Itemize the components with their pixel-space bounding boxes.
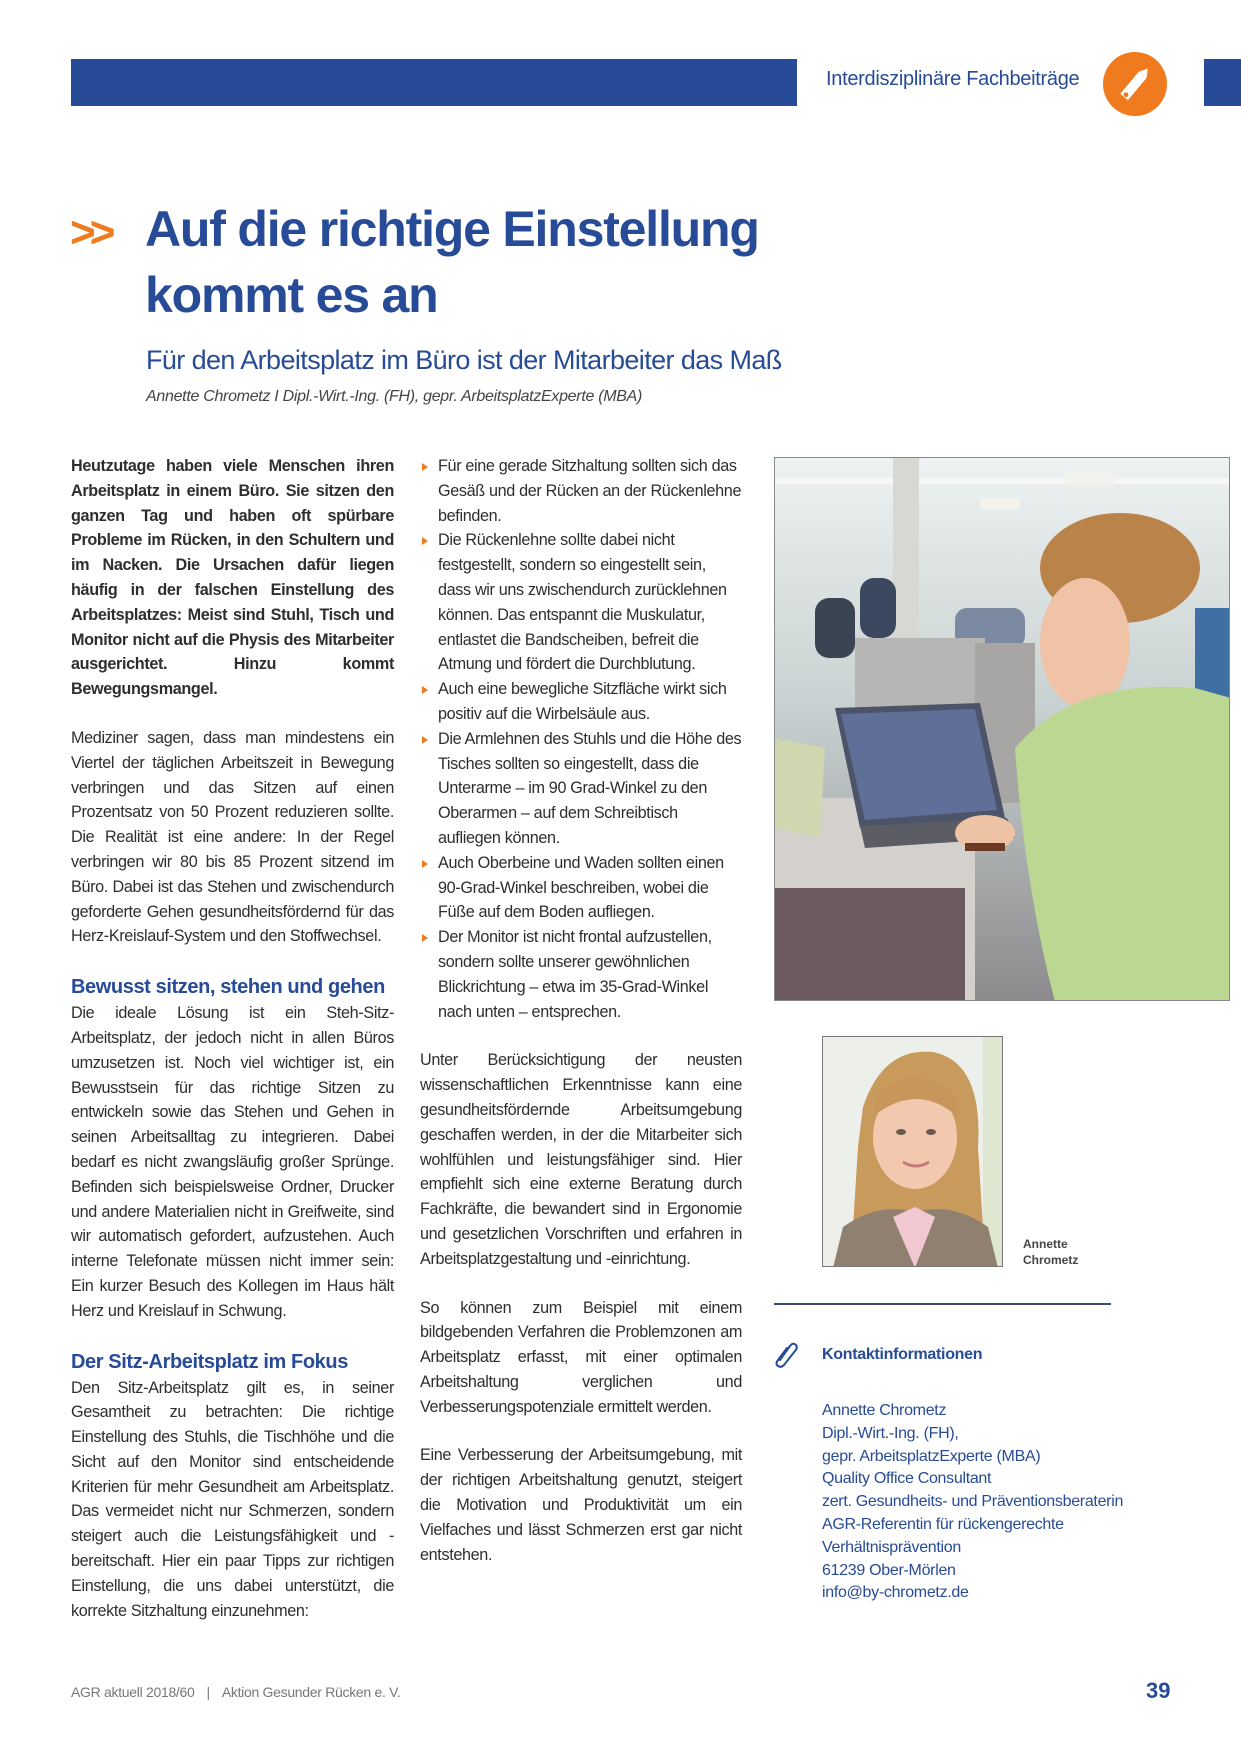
tip-item: Für eine gerade Sitzhaltung sollten sich das Gesäß und der Rücken an der Rückenlehne befinden. bbox=[420, 454, 742, 528]
pencil-icon bbox=[1103, 52, 1167, 116]
contact-cert: zert. Gesundheits- und Präventionsberaterin bbox=[822, 1493, 1124, 1511]
contact-email[interactable]: info@by-chrometz.de bbox=[822, 1584, 969, 1602]
footer bbox=[71, 1684, 400, 1700]
section-label: Interdisziplinäre Fachbeiträge bbox=[826, 68, 1080, 90]
portrait-caption-line1: Annette bbox=[1023, 1237, 1068, 1251]
contact-name: Annette Chrometz bbox=[822, 1402, 947, 1419]
tip-item: Der Monitor ist nicht frontal aufzustellen, sondern sollte unserer gewöhnlichen Blickrichtung – etwa im 35-Grad-Winkel nach unten – entsprechen. bbox=[420, 925, 742, 1024]
contact-block bbox=[822, 1400, 1123, 1605]
portrait-caption-line2: Chrometz bbox=[1023, 1253, 1079, 1267]
paperclip-icon bbox=[774, 1340, 798, 1368]
paragraph: Unter Berücksichtigung der neusten wissenschaftlichen Erkenntnisse kann eine gesundheitsfördernde Arbeitsumgebung geschaffen werden, in der die Mitarbeiter sich wohlfühlen und leistungsfähiger sind. Hier empfiehlt sich eine externe Beratung durch Fachkräfte, die bewandert sind in Ergonomie und gesetzlichen Vorschriften und erfahren in Arbeitsplatzgestaltung und -einrichtung. bbox=[420, 1051, 742, 1268]
contact-degree: Dipl.-Wirt.-Ing. (FH), bbox=[822, 1424, 959, 1442]
contact-title: gepr. ArbeitsplatzExperte (MBA) bbox=[822, 1447, 1041, 1465]
article-title-line1: Auf die richtige Einstellung bbox=[145, 201, 759, 257]
section-heading: Bewusst sitzen, stehen und gehen bbox=[71, 976, 385, 999]
tip-item: Die Armlehnen des Stuhls und die Höhe des Tisches sollten so eingestellt, dass die Unterarme – im 90 Grad-Winkel zu den Oberarmen – auf dem Schreibtisch aufliegen können. bbox=[420, 727, 742, 851]
tip-item: Auch Oberbeine und Waden sollten einen 90-Grad-Winkel beschreiben, wobei die Füße auf dem Boden aufliegen. bbox=[420, 851, 742, 925]
contact-heading: Kontaktinformationen bbox=[822, 1346, 983, 1363]
title-chevron-icon: >> bbox=[70, 208, 110, 257]
paragraph: Eine Verbesserung der Arbeitsumgebung, mit der richtigen Arbeitshaltung genutzt, steigert die Motivation und Produktivität um ein Vielfaches und lässt Schmerzen erst gar nicht entstehen. bbox=[420, 1446, 742, 1564]
contact-referent: AGR-Referentin für rückengerechte bbox=[822, 1515, 1064, 1533]
paragraph: Den Sitz-Arbeitsplatz gilt es, in seiner Gesamtheit zu betrachten: Die richtige Einstellung des Stuhls, die Tischhöhe und die Sicht auf den Monitor sind entscheidende Kriterien für mehr Gesundheit am Arbeitsplatz. Das vermeidet nicht nur Schmerzen, sondern steigert auch die Leistungsfähigkeit und -bereitschaft. Hier ein paar Tipps zur richtigen Einstellung, die uns dabei unterstützt, die korrekte Sitzhaltung einzunehmen: bbox=[71, 1378, 394, 1620]
contact-address: 61239 Ober-Mörlen bbox=[822, 1561, 956, 1579]
paragraph: Die ideale Lösung ist ein Steh-Sitz-Arbeitsplatz, der jedoch nicht in allen Büros umzusetzen ist. Noch viel wichtiger ist, ein Bewusstsein für das richtige Sitzen zu entwickeln sowie das Stehen und Gehen in seinen Arbeitsalltag zu integrieren. Dabei bedarf es nicht zwangsläufig großer Sprünge. Befinden sich beispielsweise Ordner, Drucker und andere Materialien nicht in Greifweite, sind wir automatisch gefordert, aufzustehen. Auch interne Telefonate müssen nicht immer sein: Ein kurzer Besuch des Kollegen im Haus hält Herz und Kreislauf in Schwung. bbox=[71, 1004, 394, 1320]
header-bar bbox=[71, 59, 797, 106]
office-photo bbox=[774, 457, 1230, 1001]
contact-referent-cont: Verhältnisprävention bbox=[822, 1538, 961, 1556]
footer-issue: AGR aktuell 2018/60 bbox=[71, 1684, 195, 1700]
section-heading: Der Sitz-Arbeitsplatz im Fokus bbox=[71, 1350, 348, 1373]
article-subtitle: Für den Arbeitsplatz im Büro ist der Mitarbeiter das Maß bbox=[146, 345, 782, 375]
article-title-line2: kommt es an bbox=[145, 267, 438, 323]
footer-separator: | bbox=[206, 1684, 210, 1700]
author-portrait bbox=[822, 1036, 1003, 1267]
article-title bbox=[145, 196, 759, 328]
paragraph: So können zum Beispiel mit einem bildgebenden Verfahren die Problemzonen am Arbeitsplatz erfasst, mit einer optimalen Arbeitshaltung verglichen und Verbesserungspotenziale ermittelt werden. bbox=[420, 1298, 742, 1416]
tips-list bbox=[420, 454, 742, 1024]
portrait-caption bbox=[1023, 1236, 1078, 1268]
contact-role: Quality Office Consultant bbox=[822, 1470, 992, 1488]
footer-organization: Aktion Gesunder Rücken e. V. bbox=[221, 1684, 401, 1700]
tip-item: Die Rückenlehne sollte dabei nicht festgestellt, sondern so eingestellt sein, dass wir uns zwischendurch zurücklehnen können. Das entspannt die Muskulatur, entlastet die Bandscheiben, befreit die Atmung und fördert die Durchblutung. bbox=[420, 528, 742, 677]
lead-paragraph: Heutzutage haben viele Menschen ihren Arbeitsplatz in einem Büro. Sie sitzen den ganzen Tag und haben oft spürbare Probleme im Rücken, in den Schultern und im Nacken. Die Ursachen dafür liegen häufig in der falschen Einstellung des Arbeitsplatzes: Meist sind Stuhl, Tisch und Monitor nicht auf die Physis des Mitarbeiter ausgerichtet. Hinzu kommt Bewegungsmangel. bbox=[71, 457, 394, 699]
tip-item: Auch eine bewegliche Sitzfläche wirkt sich positiv auf die Wirbelsäule aus. bbox=[420, 677, 742, 727]
page-number: 39 bbox=[1146, 1678, 1171, 1703]
paragraph: Mediziner sagen, dass man mindestens ein Viertel der täglichen Arbeitszeit in Bewegung verbringen und das Sitzen auf einen Prozentsatz von 50 Prozent reduzieren sollte. Die Realität ist eine andere: In der Regel verbringen wir 80 bis 85 Prozent sitzend im Büro. Dabei ist das Stehen und zwischendurch geforderte Gehen gesundheitsfördernd für das Herz-Kreislauf-System und den Stoffwechsel. bbox=[71, 728, 394, 946]
column-1 bbox=[71, 454, 394, 1623]
header-bar-right bbox=[1204, 59, 1241, 106]
article-byline: Annette Chrometz I Dipl.-Wirt.-Ing. (FH), gepr. ArbeitsplatzExperte (MBA) bbox=[146, 388, 643, 405]
column-2 bbox=[420, 454, 742, 1567]
sidebar-divider bbox=[774, 1303, 1111, 1305]
